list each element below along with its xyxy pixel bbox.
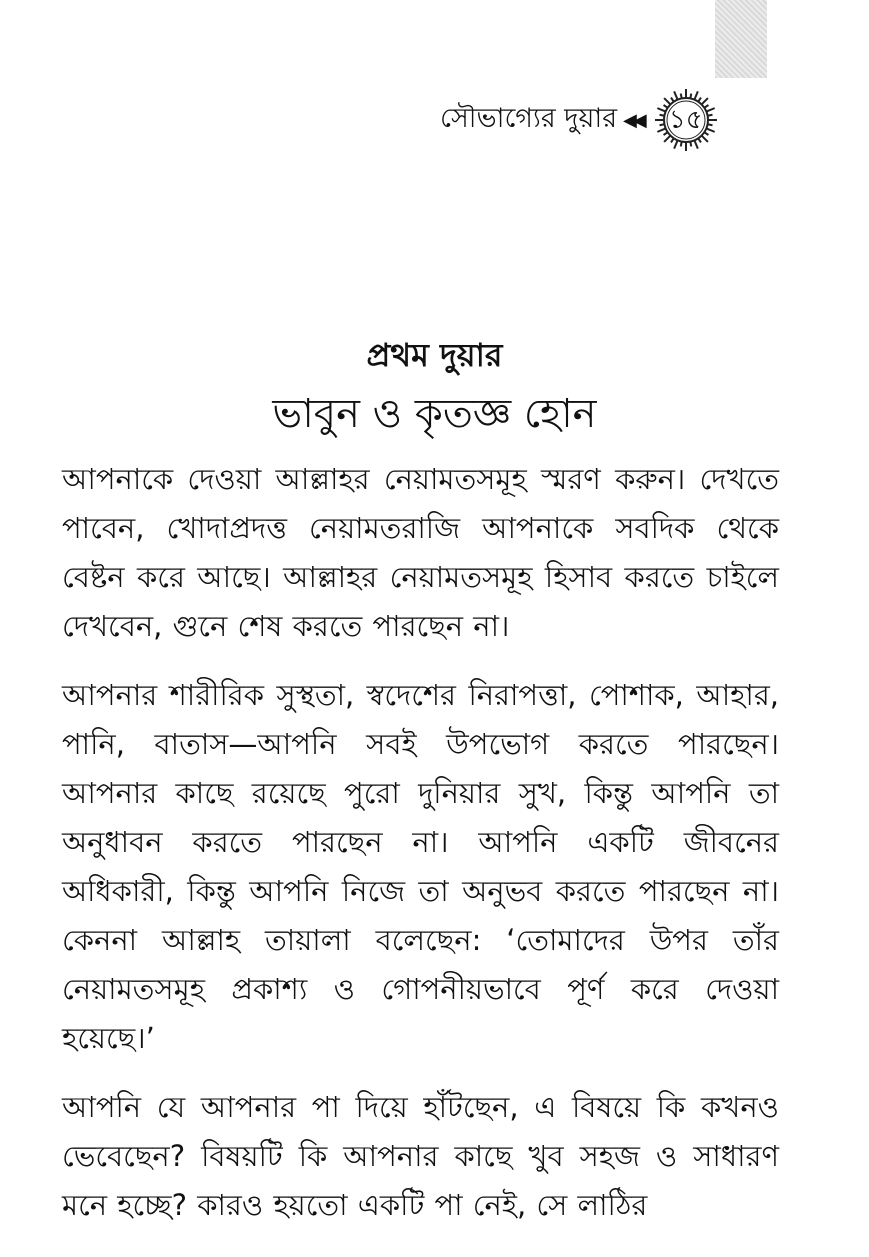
paragraph: আপনার শারীরিক সুস্থতা, স্বদেশের নিরাপত্তা, পোশাক, আহার, পানি, বাতাস—আপনি সবই উপভোগ করতে পারছেন। আপনার কাছে রয়েছে পুরো দুনিয়ার সুখ, কিন্তু আপনি তা অনুধাবন করতে পারছেন না। আপনি একটি জীবনের অধিকারী, কিন্তু আপনি নিজে তা অনুভব করতে পারছেন না। কেননা আল্লাহ তায়ালা বলেছেন: ‘তোমাদের উপর তাঁর নেয়ামতসমূহ প্রকাশ্য ও গোপনীয়ভাবে পূর্ণ করে দেওয়া হয়েছে।’ [62, 678, 779, 1055]
paragraph: আপনাকে দেওয়া আল্লাহর নেয়ামতসমূহ স্মরণ করুন। দেখতে পাবেন, খোদাপ্রদত্ত নেয়ামতরাজি আপনাকে সবদিক থেকে বেষ্টন করে আছে। আল্লাহর নেয়ামতসমূহ হিসাব করতে চাইলে দেখবেন, গুনে শেষ করতে পারছেন না। [62, 462, 779, 643]
page-number-badge [653, 87, 719, 153]
running-header [440, 100, 719, 140]
paragraph: আপনি যে আপনার পা দিয়ে হাঁটছেন, এ বিষয়ে কি কখনও ভেবেছেন? বিষয়টি কি আপনার কাছে খুব সহজ ও সাধারণ মনে হচ্ছে? কারও হয়তো একটি পা নেই, সে লাঠির [62, 1090, 779, 1222]
chapter-label: প্রথম দুয়ার [366, 336, 503, 374]
running-header-title: সৌভাগ্যের দুয়ার [440, 102, 618, 134]
chapter-title: ভাবুন ও কৃতজ্ঞ হোন [272, 391, 597, 437]
body-text [62, 455, 779, 1250]
page-number: ১৫ [668, 105, 703, 135]
bookmark-ribbon [715, 0, 767, 78]
double-arrow-left-icon: ◀◀ [623, 109, 643, 131]
